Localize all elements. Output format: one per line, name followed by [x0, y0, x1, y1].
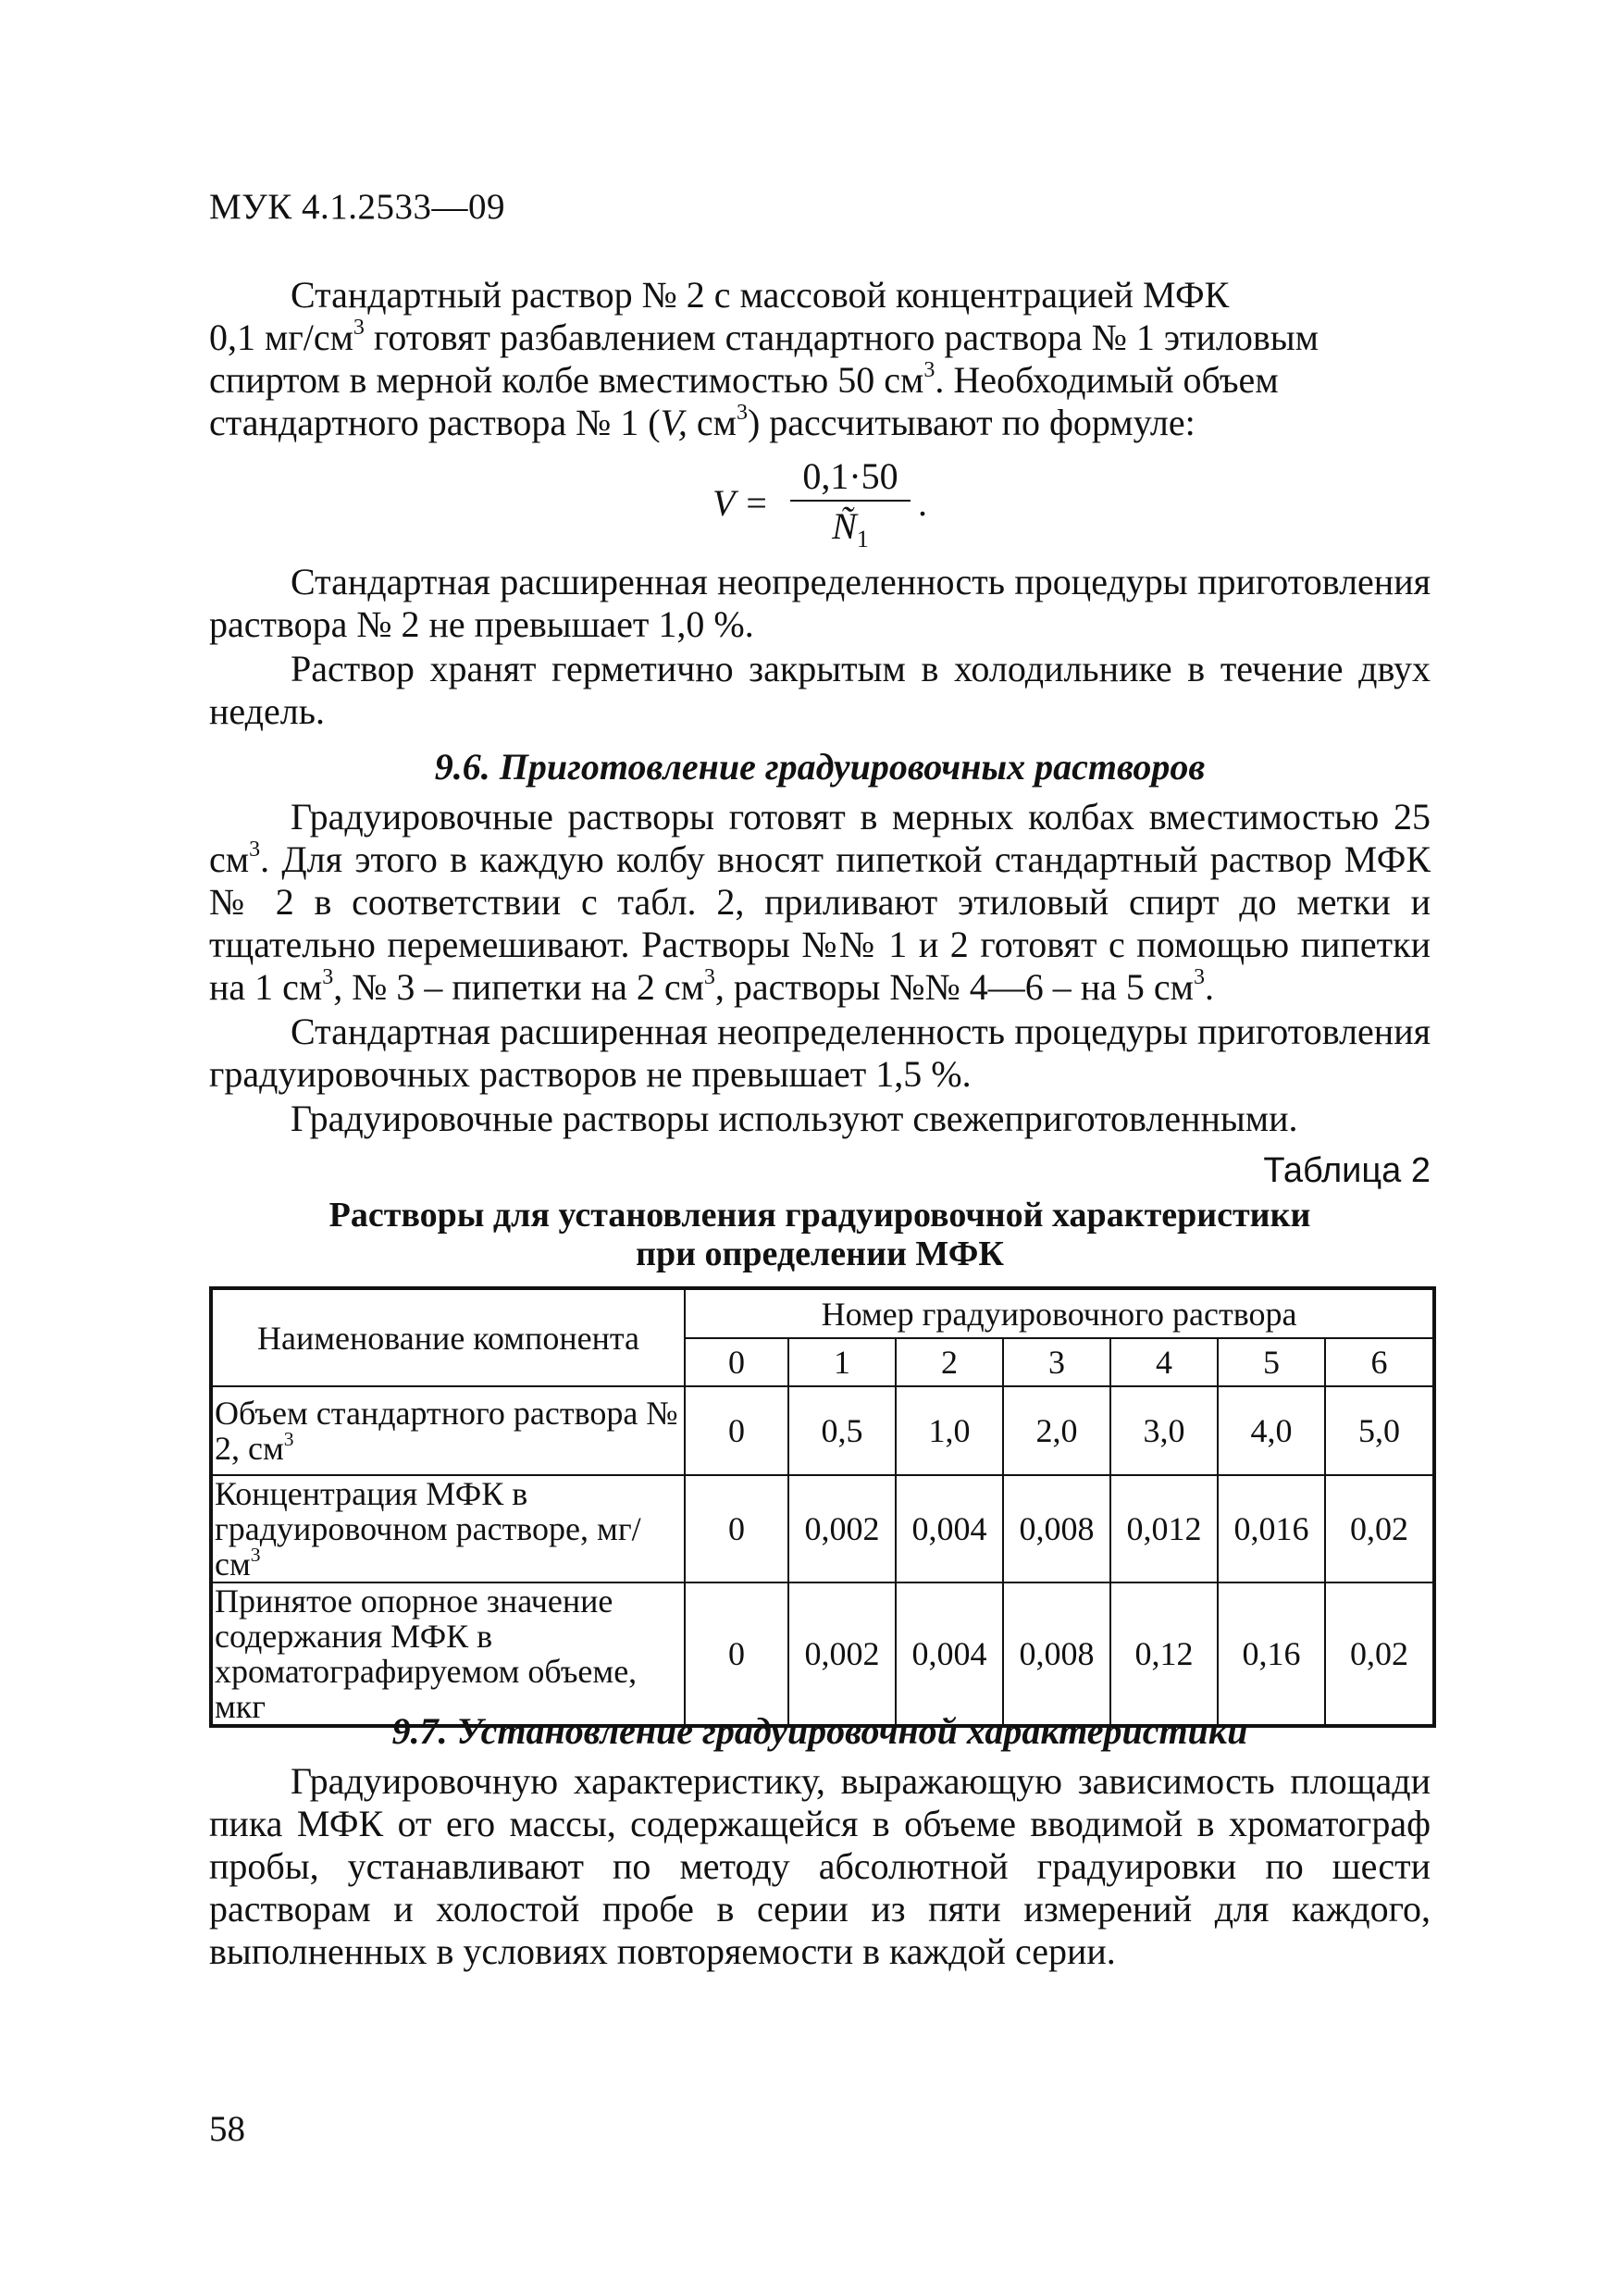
- table-header-row: [211, 1288, 1434, 1338]
- text-span: , № 3 – пипетки на 2 см: [333, 966, 704, 1008]
- table-cell: 0: [685, 1582, 788, 1726]
- paragraph-text: [209, 796, 1431, 1009]
- row-name-text: Объем стандартного раствора № 2, см: [215, 1395, 678, 1467]
- superscript: 3: [1193, 965, 1205, 990]
- row-name: [211, 1475, 685, 1582]
- table-cell: 0,008: [1003, 1582, 1110, 1726]
- denominator-symbol: Ñ: [832, 505, 857, 547]
- header-number: 2: [896, 1338, 1003, 1386]
- table-cell: 0,002: [788, 1475, 896, 1582]
- superscript: 3: [249, 838, 261, 863]
- paragraph-line: [209, 274, 1431, 316]
- table-cell: 0,016: [1218, 1475, 1325, 1582]
- superscript: 3: [283, 1427, 294, 1450]
- row-name-text: Концентрация МФК в градуировочном растворе, мг/см: [215, 1475, 641, 1582]
- text-span: . Для этого в каждую колбу вносят пипеткой стандартный раствор МФК № 2 в соответствии с табл. 2, приливают этиловый спирт до метки и тщательно перемешивают. Растворы №№ 1 и 2 готовят с помощью пипетки на 1 см: [209, 838, 1431, 1008]
- denominator-subscript: 1: [856, 526, 869, 552]
- superscript: 3: [703, 965, 715, 990]
- text-span: . Необходимый объем: [935, 359, 1279, 401]
- text-span: спиртом в мерной колбе вместимостью 50 см: [209, 359, 924, 401]
- formula-fraction: [790, 455, 911, 561]
- table-row: [211, 1386, 1434, 1475]
- text-span: , растворы №№ 4—6 – на 5 см: [714, 966, 1194, 1008]
- table-cell: 0,012: [1110, 1475, 1218, 1582]
- text-span: Стандартный раствор № 2 с массовой концентрацией МФК: [291, 274, 1230, 316]
- text-span: готовят разбавлением стандартного раствора № 1 этиловым: [364, 316, 1319, 358]
- page-number: 58: [209, 2109, 245, 2149]
- row-name: [211, 1582, 685, 1726]
- table-title-line: при определении МФК: [636, 1235, 1004, 1273]
- fraction-bar: [790, 500, 911, 502]
- text-span: .: [1204, 966, 1214, 1008]
- paragraph-line: [209, 402, 1431, 444]
- paragraph-text: Раствор хранят герметично закрытым в холодильнике в течение двух недель.: [209, 648, 1431, 732]
- table-row: [211, 1582, 1434, 1726]
- table-title-line: Растворы для установления градуировочной характеристики: [328, 1196, 1311, 1235]
- document-code-header: МУК 4.1.2533—09: [209, 187, 506, 227]
- superscript: 3: [736, 401, 748, 426]
- paragraph-storage: [209, 648, 1431, 733]
- row-name: [211, 1386, 685, 1475]
- volume-formula: [712, 455, 953, 557]
- header-component: Наименование компонента: [211, 1288, 685, 1386]
- paragraph-line: [209, 316, 1431, 359]
- table-cell: 3,0: [1110, 1386, 1218, 1475]
- paragraph-text: Градуировочную характеристику, выражающую зависимость площади пика МФК от его массы, содержащейся в объеме вводимой в хроматограф пробы, устанавливают по методу абсолютной градуировки по шести растворам и холостой пробе в серии из пяти измерений для каждого, выполненных в условиях повторяемости в каждой серии.: [209, 1760, 1431, 1972]
- text-span: стандартного раствора № 1 (: [209, 402, 661, 443]
- header-number: 6: [1325, 1338, 1434, 1386]
- header-number: 1: [788, 1338, 896, 1386]
- text-span: Градуировочные растворы готовят в мерных колбах вместимостью 25 см: [209, 796, 1431, 880]
- table-cell: 4,0: [1218, 1386, 1325, 1475]
- table-cell: 1,0: [896, 1386, 1003, 1475]
- paragraph-text: Стандартная расширенная неопределенность процедуры приготовления раствора № 2 не превышает 1,0 %.: [209, 561, 1431, 645]
- paragraph-calibration-prep: [209, 796, 1431, 1009]
- table-title: [209, 1196, 1431, 1273]
- table-cell: 0,002: [788, 1582, 896, 1726]
- calibration-table: [209, 1286, 1436, 1728]
- table-cell: 0,16: [1218, 1582, 1325, 1726]
- header-number: 0: [685, 1338, 788, 1386]
- paragraph-calibration-characteristic: [209, 1760, 1431, 1973]
- header-number: 4: [1110, 1338, 1218, 1386]
- formula-denominator: [790, 505, 911, 561]
- section-heading-9-6: 9.6. Приготовление градуировочных растворов: [434, 746, 1206, 788]
- text-span: 0,1 мг/см: [209, 316, 353, 358]
- table-cell: 0,004: [896, 1475, 1003, 1582]
- text-span: ) рассчитывают по формуле:: [747, 402, 1196, 443]
- row-name-text: Принятое опорное значение содержания МФК в хроматографируемом объеме, мкг: [215, 1582, 638, 1725]
- header-solution-number: Номер градуировочного раствора: [685, 1288, 1434, 1338]
- paragraph-standard-solution-2: [209, 274, 1431, 444]
- text-span: см: [687, 402, 737, 443]
- paragraph-uncertainty-2: [209, 1011, 1431, 1096]
- table-cell: 0,02: [1325, 1475, 1434, 1582]
- formula-lhs: V =: [712, 482, 769, 524]
- superscript: 3: [923, 358, 935, 383]
- section-heading-9-7: 9.7. Установление градуировочной характеристики: [391, 1710, 1248, 1752]
- table-cell: 0,008: [1003, 1475, 1110, 1582]
- table-row: [211, 1475, 1434, 1582]
- superscript: 3: [353, 316, 365, 341]
- table-cell: 0,004: [896, 1582, 1003, 1726]
- paragraph-text: Градуировочные растворы используют свежеприготовленными.: [291, 1098, 1298, 1139]
- superscript: 3: [250, 1543, 261, 1566]
- formula-trailing-dot: .: [918, 482, 927, 524]
- superscript: 3: [322, 965, 334, 990]
- table-cell: 5,0: [1325, 1386, 1434, 1475]
- paragraph-fresh: [209, 1098, 1431, 1140]
- table-cell: 0,02: [1325, 1582, 1434, 1726]
- paragraph-uncertainty-1: [209, 561, 1431, 646]
- table-cell: 0,12: [1110, 1582, 1218, 1726]
- table-cell: 0: [685, 1386, 788, 1475]
- header-number: 3: [1003, 1338, 1110, 1386]
- paragraph-text: Стандартная расширенная неопределенность процедуры приготовления градуировочных растворов не превышает 1,5 %.: [209, 1011, 1431, 1095]
- table-label: Таблица 2: [1263, 1151, 1431, 1190]
- variable-v: V,: [660, 402, 688, 443]
- formula-numerator: 0,1·50: [802, 455, 898, 497]
- table-cell: 0,5: [788, 1386, 896, 1475]
- header-number: 5: [1218, 1338, 1325, 1386]
- table-cell: 0: [685, 1475, 788, 1582]
- paragraph-line: [209, 359, 1431, 402]
- table-cell: 2,0: [1003, 1386, 1110, 1475]
